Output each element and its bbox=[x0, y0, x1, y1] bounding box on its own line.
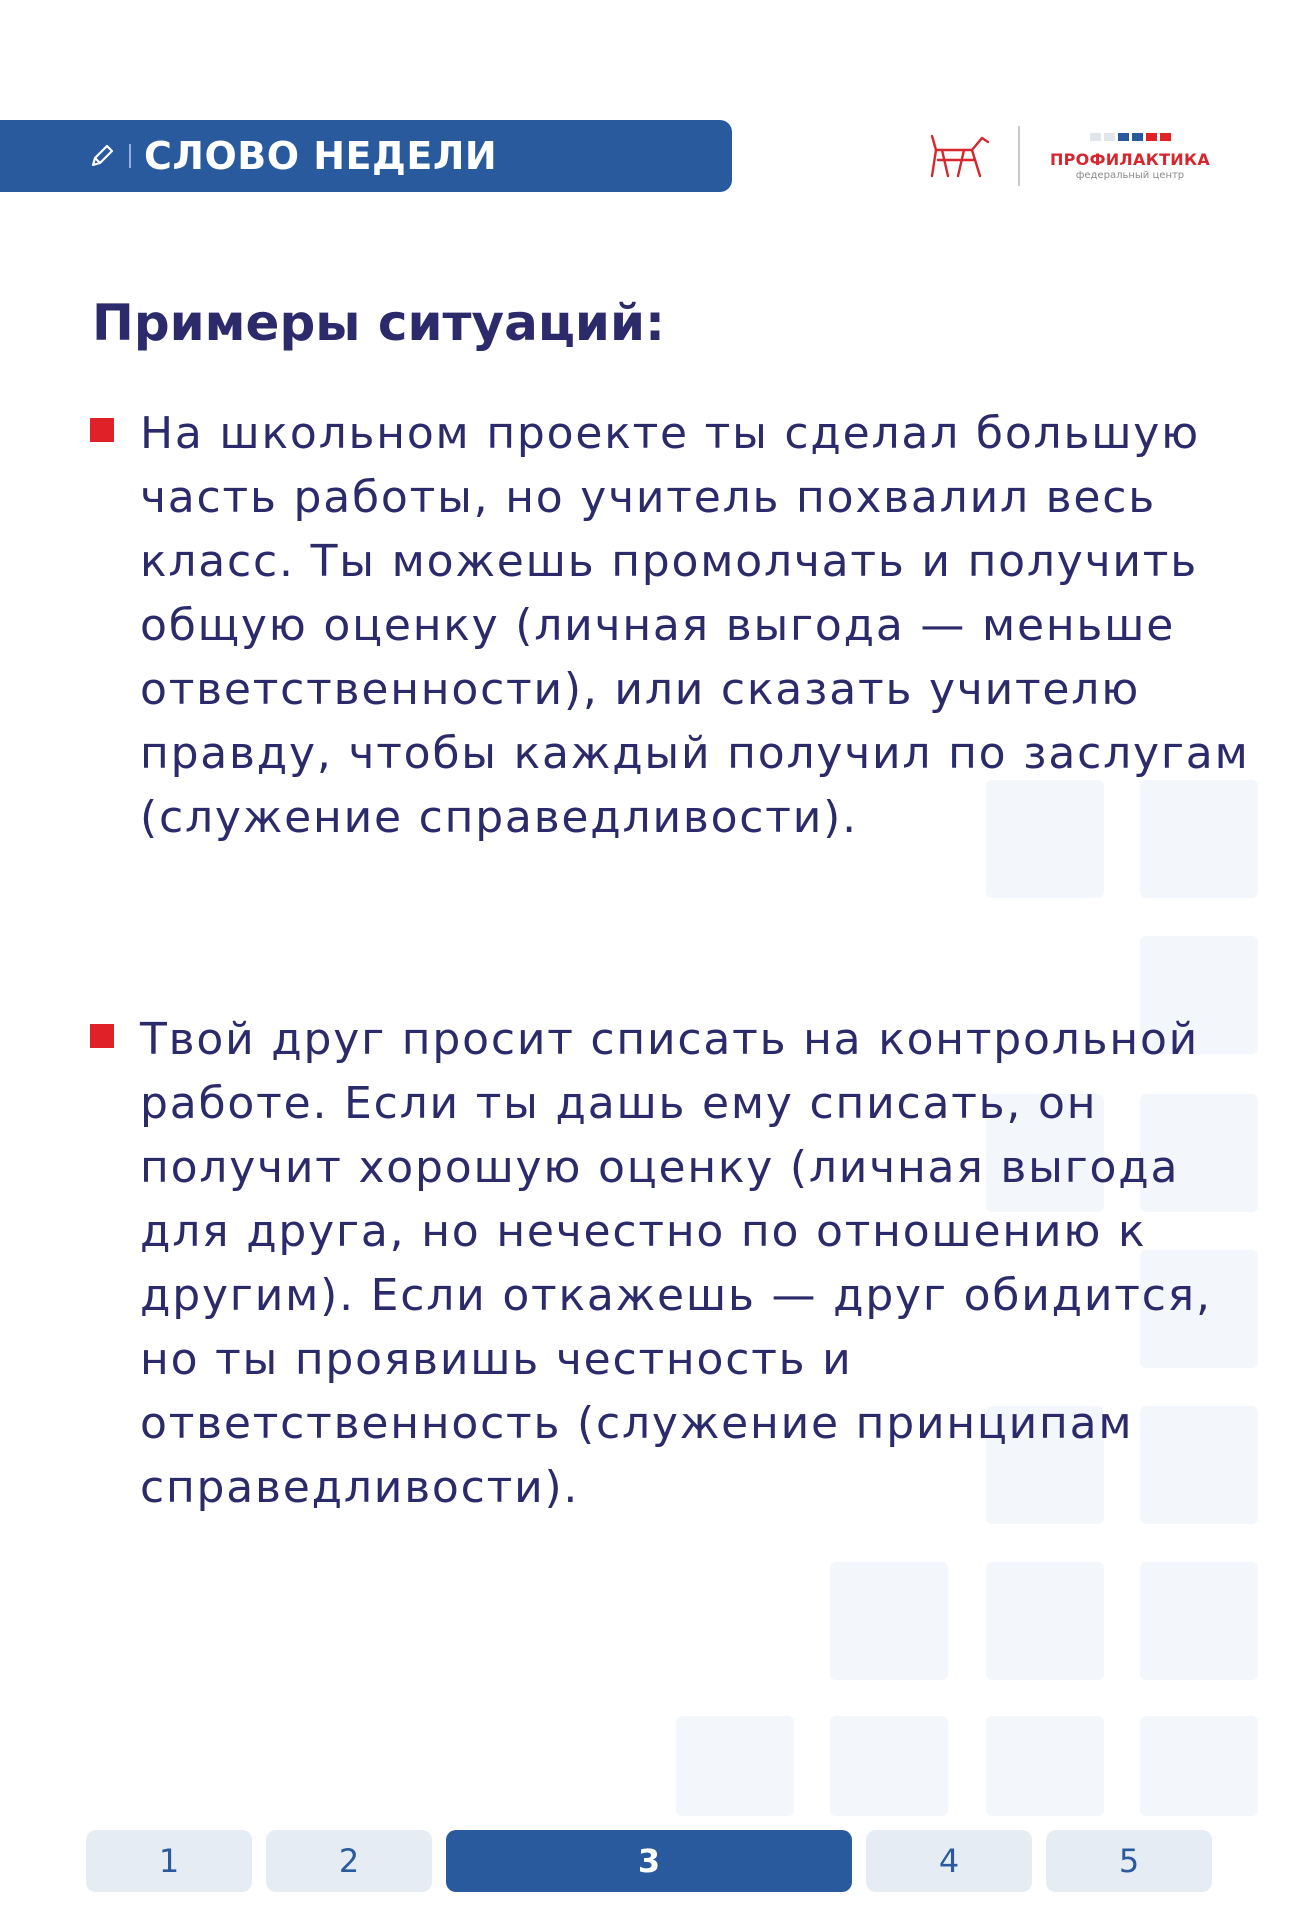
page-tab-3-current[interactable]: 3 bbox=[446, 1830, 852, 1892]
example-text: На школьном проекте ты сделал большую часть работы, но учитель похвалил весь класс. Ты можешь промолчать и получить общую оценку (личная выгода — меньше ответственности), или сказать учителю правду, чтобы каждый получил по заслугам (служение справедливости). bbox=[140, 408, 1250, 843]
header-divider bbox=[129, 144, 131, 168]
logo-flags bbox=[1090, 133, 1171, 141]
background-tile bbox=[1140, 1562, 1258, 1680]
horse-logo-icon bbox=[928, 130, 992, 182]
logo-name: ПРОФИЛАКТИКА bbox=[1049, 150, 1211, 169]
background-tile bbox=[830, 1716, 948, 1816]
section-heading: Примеры ситуаций: bbox=[92, 294, 665, 352]
header-title: СЛОВО НЕДЕЛИ bbox=[144, 134, 498, 178]
background-tile bbox=[986, 1716, 1104, 1816]
page-tab-1[interactable]: 1 bbox=[86, 1830, 252, 1892]
example-text: Твой друг просит списать на контрольной работе. Если ты дашь ему списать, он получит хорошую оценку (личная выгода для друга, но нечестно по отношению к другим). Если откажешь — друг обидится, но ты проявишь честность и ответственность (служение принципам справедливости). bbox=[140, 1014, 1212, 1513]
page-tab-5[interactable]: 5 bbox=[1046, 1830, 1212, 1892]
logo-subtitle: федеральный центр bbox=[1075, 170, 1185, 181]
header-bar bbox=[0, 120, 732, 192]
background-tile bbox=[676, 1716, 794, 1816]
page-tab-4[interactable]: 4 bbox=[866, 1830, 1032, 1892]
page-tab-2[interactable]: 2 bbox=[266, 1830, 432, 1892]
background-tile bbox=[986, 1562, 1104, 1680]
bullet-square-icon bbox=[90, 1024, 114, 1048]
background-tile bbox=[830, 1562, 948, 1680]
bullet-square-icon bbox=[90, 418, 114, 442]
logo-divider bbox=[1018, 126, 1020, 186]
pencil-icon bbox=[88, 142, 116, 170]
background-tile bbox=[1140, 1716, 1258, 1816]
